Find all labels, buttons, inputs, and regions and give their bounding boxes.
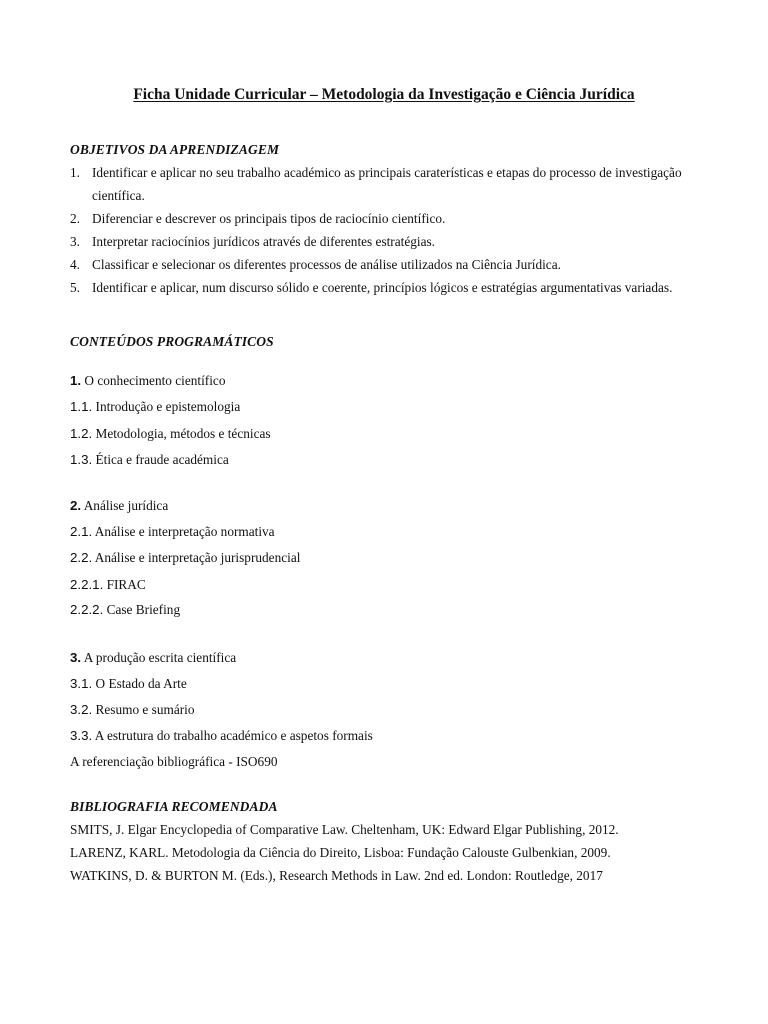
section-text: Resumo e sumário: [95, 702, 195, 717]
objetivo-text-line: Identificar e aplicar no seu trabalho académico as principais caraterísticas e etapas do processo de investigação: [92, 165, 682, 180]
section-number: 3.: [70, 650, 82, 665]
section-number: 1.: [70, 373, 82, 388]
section-number: 3.3.: [70, 728, 93, 743]
contents-line: [70, 498, 168, 514]
contents-line: [70, 577, 146, 593]
contents-line: [70, 550, 300, 566]
section-text: Análise jurídica: [83, 498, 169, 513]
section-text: A estrutura do trabalho académico e aspetos formais: [94, 728, 373, 743]
contents-line: [70, 676, 187, 692]
section-text: O conhecimento científico: [84, 373, 226, 388]
section-number: 3.2.: [70, 702, 93, 717]
objetivo-text: Identificar e aplicar, num discurso sólido e coerente, princípios lógicos e estratégias argumentativas variadas.: [92, 280, 673, 295]
objetivo-number: 1.: [70, 165, 80, 180]
section-text: Introdução e epistemologia: [95, 399, 241, 414]
contents-extra-line: A referenciação bibliográfica - ISO690: [70, 754, 278, 769]
contents-line: [70, 426, 271, 442]
contents-line: [70, 602, 180, 618]
contents-line: [70, 399, 240, 415]
section-number: 2.2.2.: [70, 602, 104, 617]
section-number: 2.: [70, 498, 82, 513]
section-number: 3.1.: [70, 676, 93, 691]
section-text: Análise e interpretação jurisprudencial: [94, 550, 301, 565]
objetivo-number: 2.: [70, 211, 80, 226]
contents-line: [70, 452, 229, 468]
contents-line: [70, 650, 236, 666]
section-number: 2.1.: [70, 524, 93, 539]
objetivo-text: Diferenciar e descrever os principais tipos de raciocínio científico.: [92, 211, 446, 226]
contents-line: [70, 702, 195, 718]
section-text: Ética e fraude académica: [95, 452, 229, 467]
contents-line: [70, 373, 225, 389]
conteudos-heading: CONTEÚDOS PROGRAMÁTICOS: [70, 334, 274, 349]
objetivos-heading: OBJETIVOS DA APRENDIZAGEM: [70, 142, 280, 157]
objetivo-number: 5.: [70, 280, 80, 295]
objetivo-text: [92, 161, 710, 207]
section-number: 1.1.: [70, 399, 93, 414]
contents-line: [70, 524, 275, 540]
bibliografia-heading: BIBLIOGRAFIA RECOMENDADA: [70, 799, 278, 814]
section-text: Metodologia, métodos e técnicas: [95, 426, 271, 441]
objetivo-text: Classificar e selecionar os diferentes processos de análise utilizados na Ciência Jurídica.: [92, 257, 561, 272]
objetivo-text-line: científica.: [92, 188, 145, 203]
section-text: Análise e interpretação normativa: [94, 524, 275, 539]
bibliography-entry: SMITS, J. Elgar Encyclopedia of Comparative Law. Cheltenham, UK: Edward Elgar Publishing, 2012.: [70, 822, 619, 837]
objetivo-number: 3.: [70, 234, 80, 249]
section-text: O Estado da Arte: [95, 676, 187, 691]
objetivo-text: Interpretar raciocínios jurídicos através de diferentes estratégias.: [92, 234, 435, 249]
contents-line: [70, 728, 373, 744]
section-number: 1.3.: [70, 452, 93, 467]
section-text: Case Briefing: [106, 602, 181, 617]
objetivo-number: 4.: [70, 257, 80, 272]
section-text: A produção escrita científica: [83, 650, 237, 665]
section-number: 1.2.: [70, 426, 93, 441]
bibliography-entry: LARENZ, KARL. Metodologia da Ciência do Direito, Lisboa: Fundação Calouste Gulbenkian, 2009.: [70, 845, 611, 860]
section-number: 2.2.: [70, 550, 93, 565]
section-text: FIRAC: [106, 577, 146, 592]
document-title: Ficha Unidade Curricular – Metodologia da Investigação e Ciência Jurídica: [133, 86, 635, 103]
section-number: 2.2.1.: [70, 577, 104, 592]
bibliography-entry: WATKINS, D. & BURTON M. (Eds.), Research Methods in Law. 2nd ed. London: Routledge, 2017: [70, 868, 603, 883]
